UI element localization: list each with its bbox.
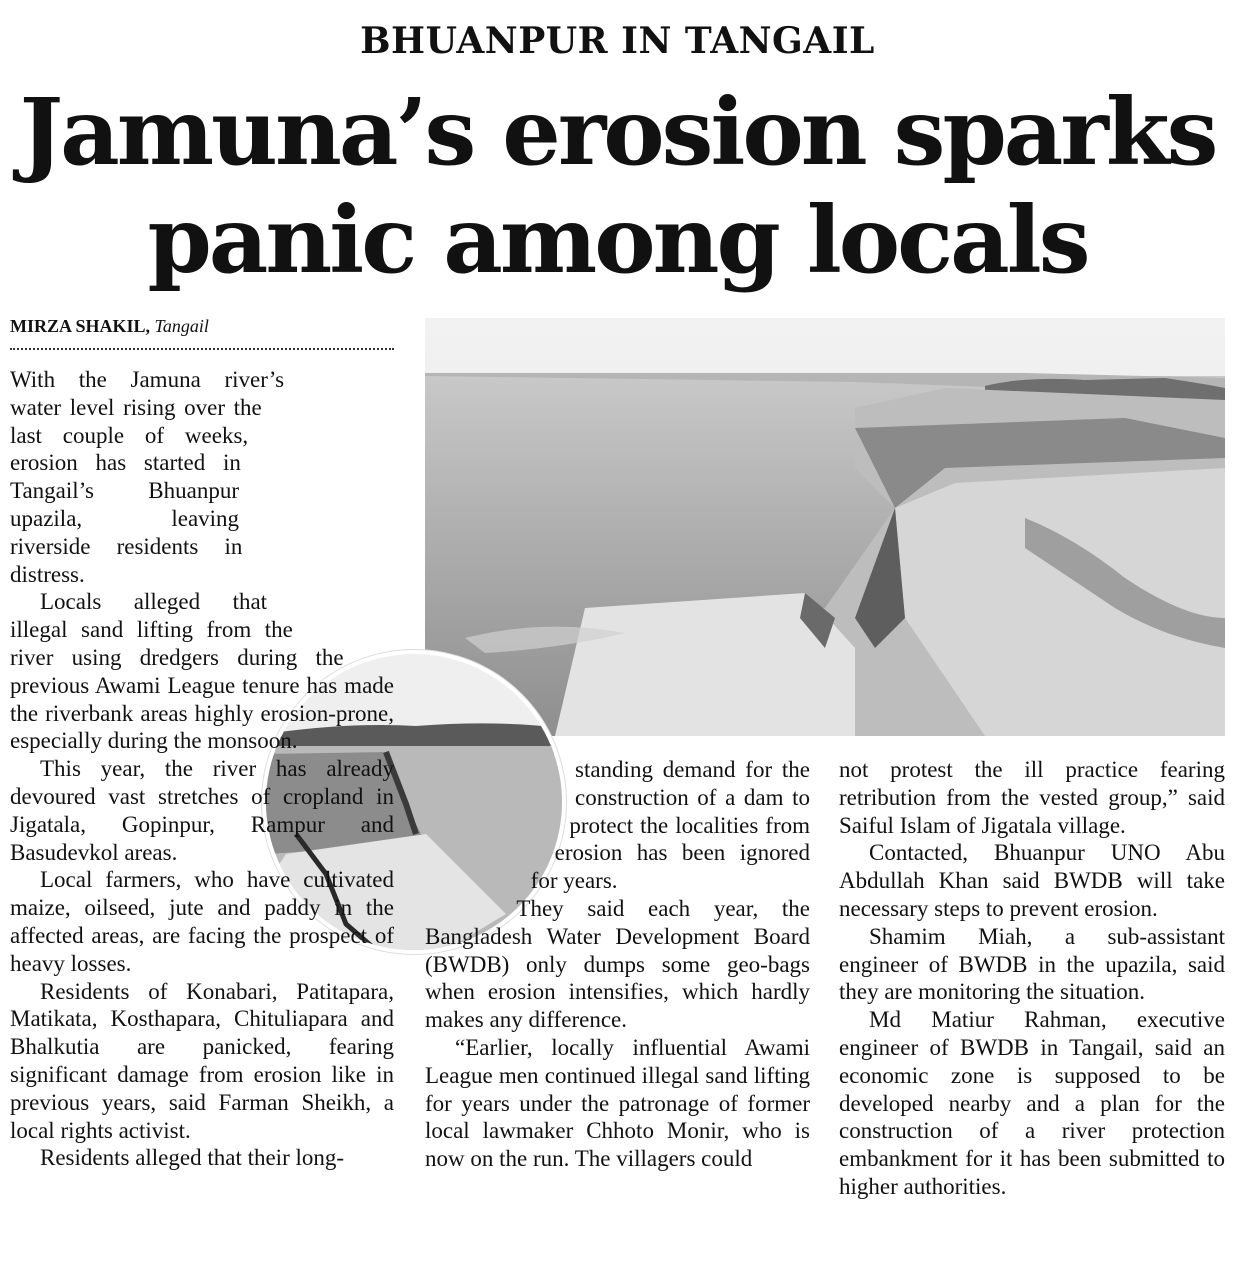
byline bbox=[10, 316, 394, 337]
article-column-1 bbox=[10, 366, 394, 1266]
article-column-2 bbox=[425, 756, 810, 1266]
paragraph: Residents of Konabari, Patitapara, Matikata, Kosthapara, Chituliapara and Bhalkutia are panicked, fearing significant damage from erosion like in previous years, said Farman Sheikh, a local rights activist. bbox=[10, 978, 394, 1143]
paragraph: not protest the ill practice fearing retribution from the vested group,” said Saiful Islam of Jigatala village. bbox=[839, 757, 1225, 838]
paragraph: Shamim Miah, a sub-assistant engineer of BWDB in the upazila, said they are monitoring the situation. bbox=[839, 923, 1225, 1005]
main-photo bbox=[425, 318, 1225, 736]
paragraph: Locals alleged that illegal sand lifting from the river using dredgers during the previous Awami League tenure has made the riverbank areas highly erosion-prone, especially during the monsoon. bbox=[10, 589, 394, 754]
byline-divider bbox=[10, 348, 394, 350]
paragraph: Contacted, Bhuanpur UNO Abu Abdullah Khan said BWDB will take necessary steps to prevent erosion. bbox=[839, 840, 1225, 921]
kicker: BHUANPUR IN TANGAIL bbox=[360, 20, 875, 62]
paragraph: This year, the river has already devoured vast stretches of cropland in Jigatala, Gopinpur, Rampur and Basudevkol areas. bbox=[10, 756, 394, 865]
byline-location: Tangail bbox=[154, 316, 209, 336]
paragraph: Residents alleged that their long- bbox=[40, 1145, 345, 1171]
article-column-3 bbox=[839, 756, 1225, 1266]
paragraph: Local farmers, who have cultivated maize, oilseed, jute and paddy in the affected areas, are facing the prospect of heavy losses. bbox=[10, 867, 394, 976]
paragraph: With the Jamuna river’s water level rising over the last couple of weeks, erosion has started in Tangail’s Bhuanpur upazila, leaving riverside residents in distress. bbox=[10, 367, 285, 587]
headline-line-1: Jamuna’s erosion sparks bbox=[19, 78, 1216, 186]
headline bbox=[0, 78, 1235, 294]
headline-line-2: panic among locals bbox=[147, 186, 1088, 294]
paragraph: “Earlier, locally influential Awami League men continued illegal sand lifting for years under the patronage of former local lawmaker Chhoto Monir, who is now on the run. The villagers could bbox=[425, 1034, 810, 1172]
paragraph: Md Matiur Rahman, executive engineer of BWDB in Tangail, said an economic zone is supposed to be developed nearby and a plan for the construction of a river protection embankment for it has been submitted to higher authorities. bbox=[839, 1007, 1225, 1199]
paragraph: They said each year, the Bangladesh Water Development Board (BWDB) only dumps some geo-bags when erosion intensifies, which hardly makes any difference. bbox=[425, 895, 810, 1033]
byline-author: MIRZA SHAKIL, bbox=[10, 316, 151, 336]
paragraph: standing demand for the construction of a dam to protect the localities from erosion has been ignored for years. bbox=[530, 757, 810, 894]
